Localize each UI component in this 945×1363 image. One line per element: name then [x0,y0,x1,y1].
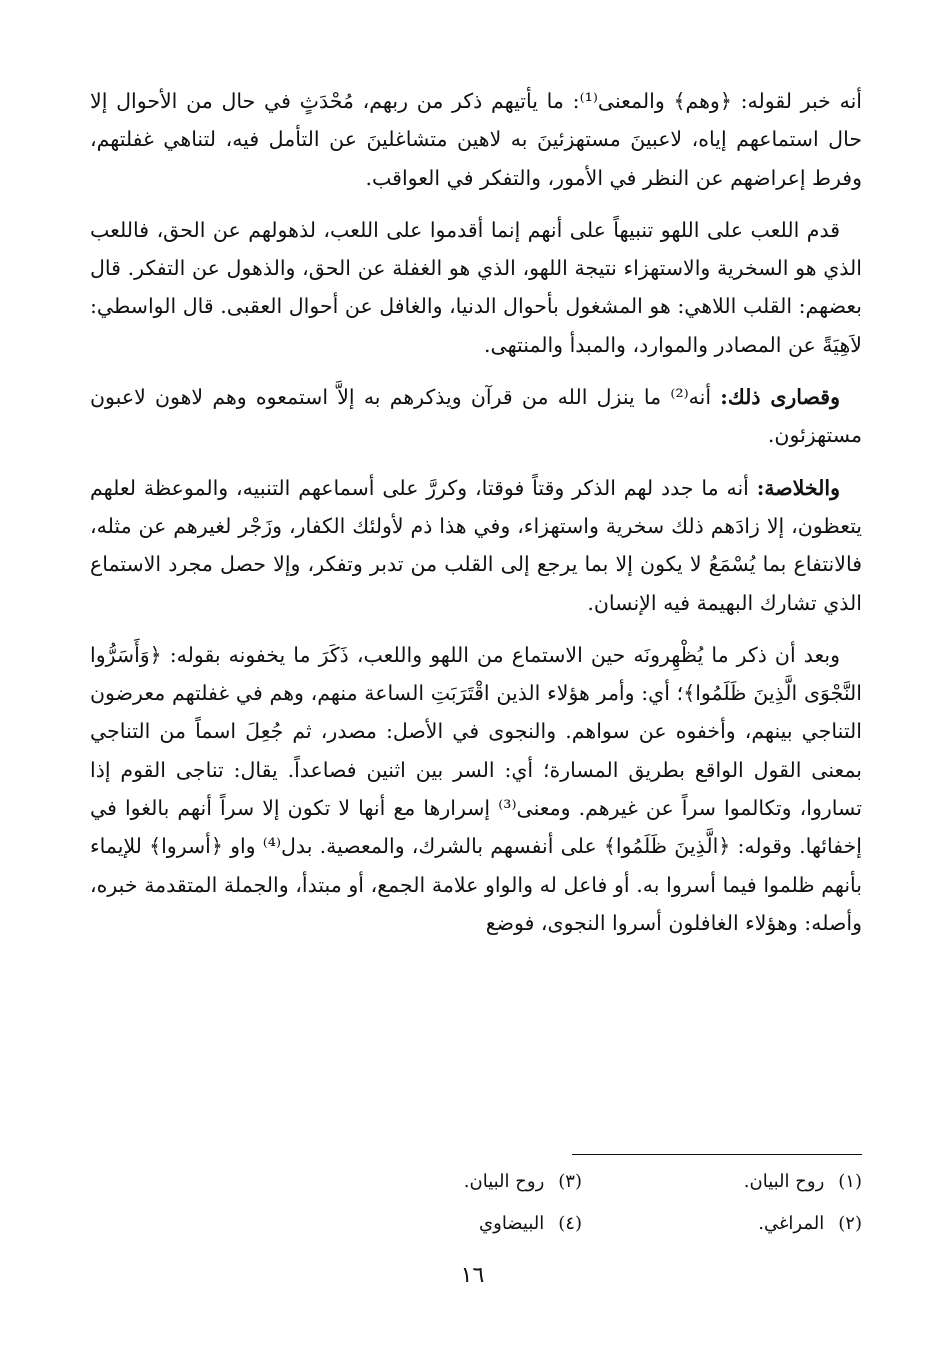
footnote-divider [572,1154,862,1155]
footnote-text: المراغي. [758,1213,825,1234]
footnote-text: روح البيان. [463,1171,545,1192]
lead-term-qusara: وقصارى ذلك: [720,385,840,410]
footnote-number: (٢) [838,1213,862,1234]
paragraph-1: أنه خبر لقوله: ﴿وهم﴾ والمعنى⁽¹⁾: ما يأتيهم ذكر من ربهم، مُحْدَثٍ في حال من الأحوال إلا حال استماعهم إياه، لاعبينَ مستهزئينَ به لاهين متشاغلينَ عن التأمل فيه، لتناهي غفلتهم، وفرط إعراضهم عن النظر في الأمور، والتفكر في العواقب. [90,89,862,190]
paragraph-3-text: أنه⁽²⁾ ما ينزل الله من قرآن ويذكرهم به إلاَّ استمعوه وهم لاهون لاعبون مستهزئون. [90,385,862,448]
paragraph-5: وبعد أن ذكر ما يُظْهِرونَه حين الاستماع من اللهو واللعب، ذَكَرَ ما يخفونه بقوله: ﴿وَأَسَرُّوا النَّجْوَى الَّذِينَ ظَلَمُوا﴾؛ أي: وأمر هؤلاء الذين اقْتَرَبَتِ الساعة منهم، وهم في غفلتهم معرضون التناجي بينهم، وأخفوه عن سواهم. والنجوى في الأصل: مصدر، ثم جُعِلَ اسماً من التناجي بمعنى القول الواقع بطريق المسارة؛ أي: السر بين اثنين فصاعداً. يقال: تناجى القوم إذا تساروا، وتكالموا سراً عن غيرهم. ومعنى⁽³⁾ إسرارها مع أنها لا تكون إلا سراً أنهم بالغوا في إخفائها. وقوله: ﴿الَّذِينَ ظَلَمُوا﴾ على أنفسهم بالشرك، والمعصية. بدل⁽⁴⁾ واو ﴿أسروا﴾ للإيماء بأنهم ظلموا فيما أسروا به. أو فاعل له والواو علامة الجمع، أو مبتدأ، والجملة المتقدمة خبره، وأصله: وهؤلاء الغافلون أسروا النجوى، فوضع [90,642,862,935]
paragraph-3 [90,378,862,455]
footnote-text: روح البيان. [743,1171,825,1192]
page-number: ١٦ [460,1263,485,1288]
paragraph-4-text: أنه ما جدد لهم الذكر وقتاً فوقتا، وكررَّ على أسماعهم التنبيه، والموعظة لعلهم يتعظون، إلا زادَهم ذلك سخرية واستهزاء، وفي هذا ذم لأولئك الكفار، وزَجْر لغيرهم عن مثله، فالانتفاع بما يُسْمَعُ لا يكون إلا بما يرجع إلى القلب من تدبر وتفكر، وإلا حصل مجرد الاستماع الذي تشارك البهيمة فيه الإنسان. [90,475,862,615]
footnote-1 [582,1165,862,1199]
footnote-number: (٣) [558,1171,582,1192]
lead-term-khulasa: والخلاصة: [756,475,840,500]
paragraph-4 [90,469,862,622]
footnote-4 [302,1207,582,1241]
footnote-2 [582,1207,862,1241]
page-body [90,82,862,956]
paragraph-2: قدم اللعب على اللهو تنبيهاً على أنهم إنما أقدموا على اللعب، لذهولهم عن الحق، فاللعب الذي هو السخرية والاستهزاء نتيجة اللهو، الذي هو الغفلة عن الحق، والذهول عن التفكر. قال بعضهم: القلب اللاهي: هو المشغول بأحوال الدنيا، والغافل عن أحوال العقبى. قال الواسطي: لاَهِيَةً عن المصادر والموارد، والمبدأ والمنتهى. [90,217,862,357]
footnotes [302,1165,862,1241]
footnote-3 [302,1165,582,1199]
footnote-text: البيضاوي [479,1213,545,1234]
footnote-number: (١) [838,1171,862,1192]
footnote-number: (٤) [558,1213,582,1234]
